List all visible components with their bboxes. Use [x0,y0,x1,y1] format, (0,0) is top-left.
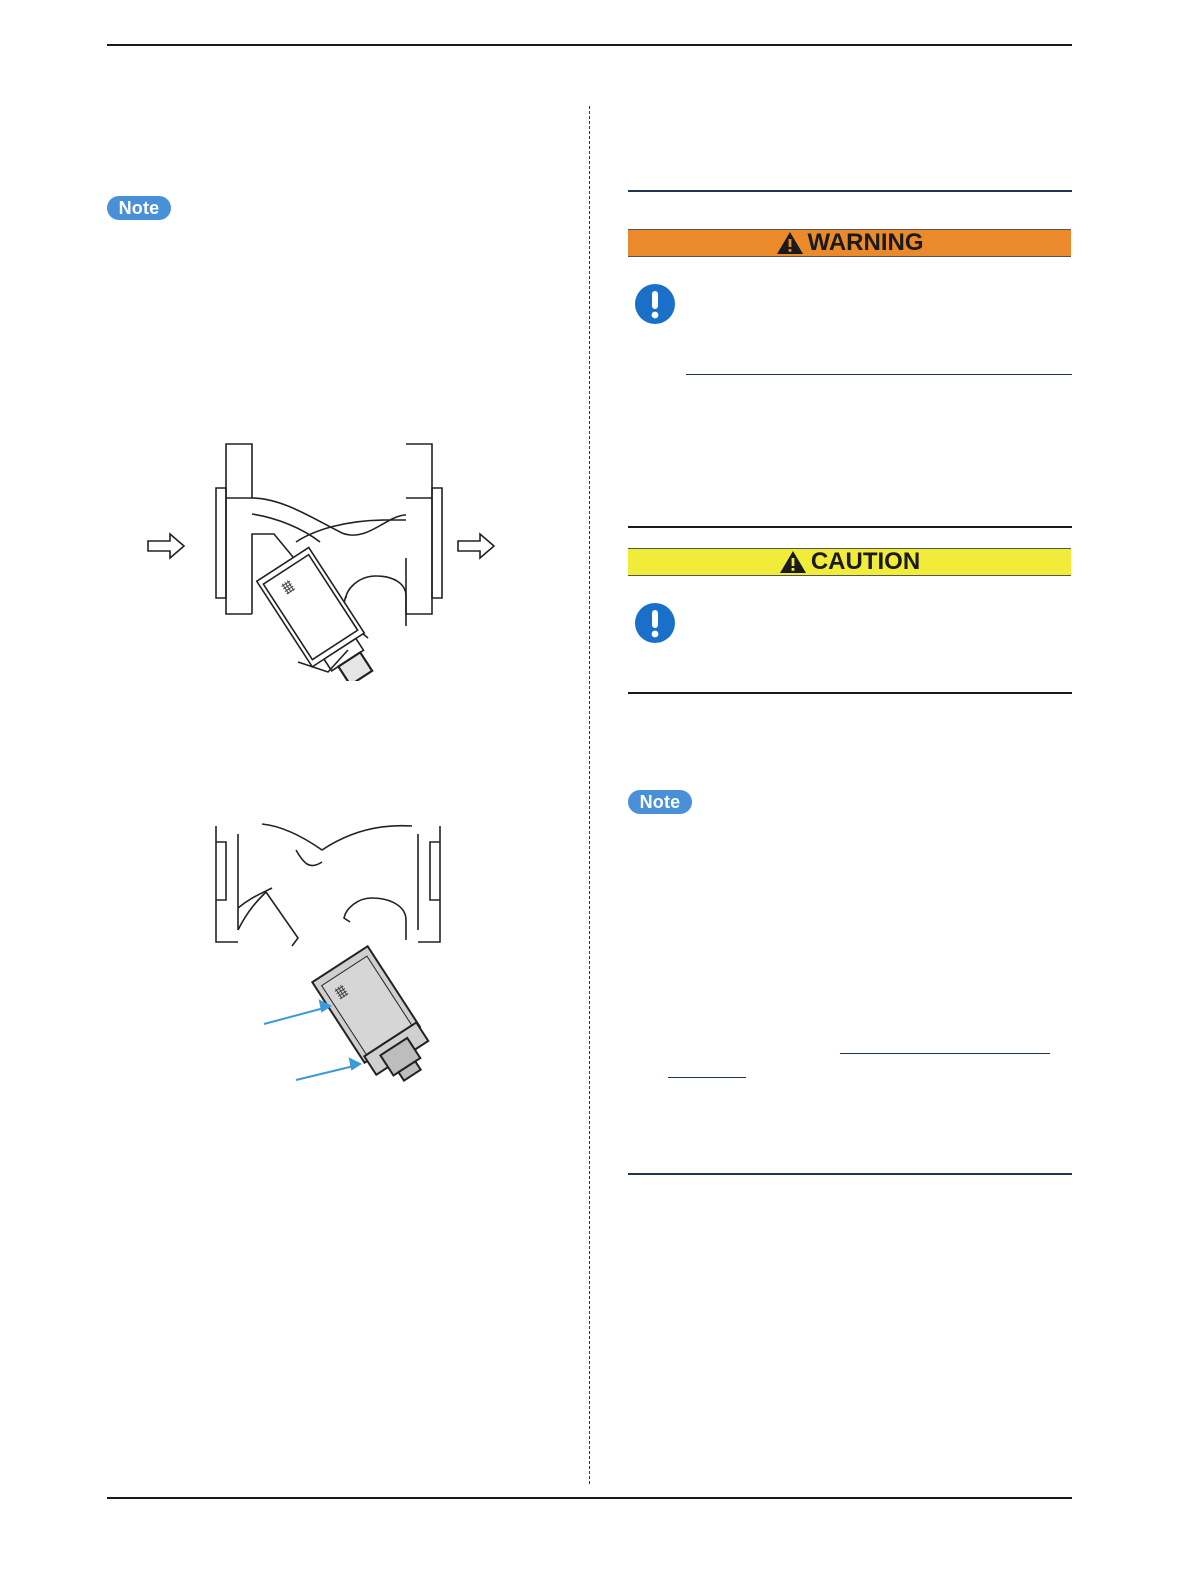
flow-arrow-icon [148,534,184,558]
caution-banner [628,548,1071,576]
flow-arrow-icon [458,534,494,558]
header-rule [107,44,1072,46]
section-rule [628,190,1072,192]
mandatory-exclamation-icon [634,602,676,644]
caution-end-rule [628,692,1072,694]
section-rule [628,1173,1072,1175]
section-rule [628,526,1072,528]
mandatory-exclamation-icon [634,283,676,325]
strainer-figure-assembled [140,436,510,681]
warning-banner [628,229,1071,257]
warning-end-rule [686,374,1072,375]
column-divider [589,106,590,1484]
caution-label: CAUTION [810,548,921,575]
warning-triangle-icon [776,231,804,255]
cross-reference-link[interactable] [668,1077,746,1078]
note-badge: Note [107,196,171,220]
warning-label: WARNING [807,229,924,256]
cross-reference-link[interactable] [840,1053,1050,1054]
footer-rule [107,1497,1072,1499]
note-badge: Note [628,790,692,814]
warning-triangle-icon [779,550,807,574]
strainer-figure-disassembled [212,822,448,1084]
